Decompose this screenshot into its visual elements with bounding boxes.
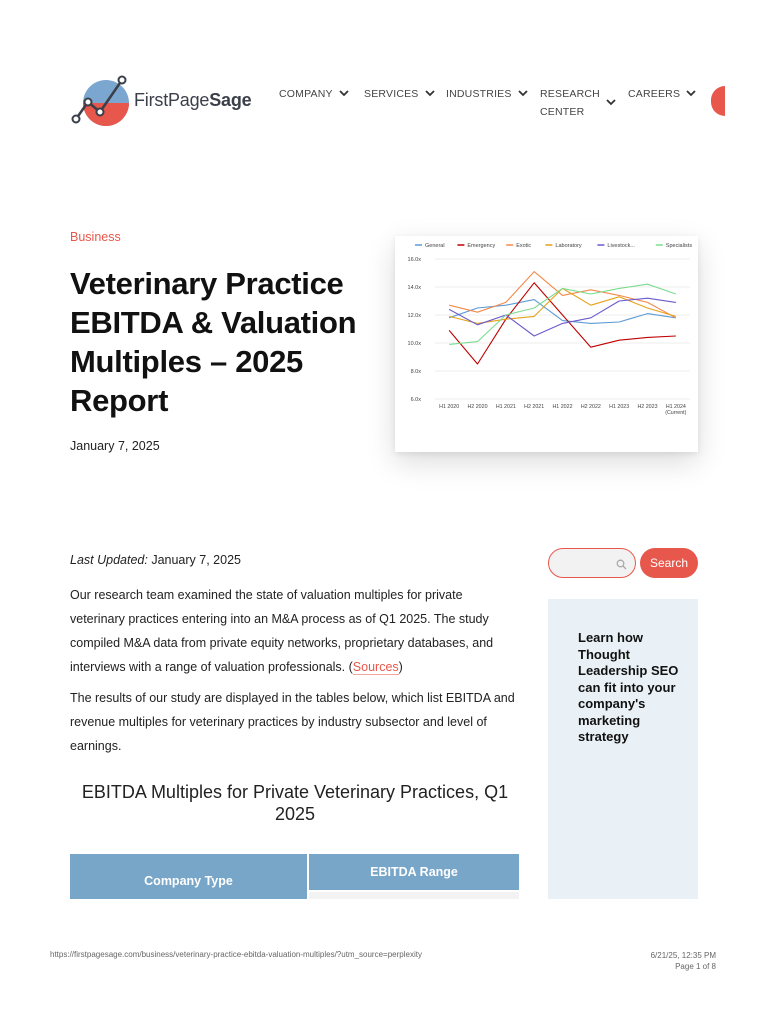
chevron-down-icon [339,85,349,103]
nav-center-label: CENTER [540,106,585,118]
legend-label: General [425,243,445,249]
legend-label: Specialists [665,243,693,249]
nav-research-label: RESEARCH [540,88,600,100]
legend-label: Emergency [467,243,496,249]
print-footer-page: Page 1 of 8 [675,962,716,971]
x-tick-label: H1 2024 [665,404,686,410]
intro-paragraph [70,583,520,679]
x-tick-label: H1 2023 [609,404,630,410]
last-updated [70,548,520,572]
brand-name[interactable] [134,90,251,111]
x-tick-label: H1 2021 [495,404,516,410]
y-tick-label: 8.0x [410,369,421,375]
table-subheader-row [309,892,519,899]
column-header-ebitda-range: EBITDA Range [309,854,519,890]
nav-company-label: COMPANY [279,88,333,100]
intro-paragraph-end: ) [398,660,403,674]
sources-link[interactable]: Sources [352,660,399,674]
print-footer-url: https://firstpagesage.com/business/veterinary-practice-ebitda-valuation-multiples/?utm_source=perplexity [50,950,422,959]
y-tick-label: 6.0x [410,397,421,403]
ebitda-table-header [70,853,519,899]
nav-industries[interactable] [446,85,528,103]
print-footer-info [651,950,716,972]
last-updated-label: Last Updated: [70,553,148,567]
legend-label: Laboratory [555,243,582,249]
chevron-down-icon [686,85,696,103]
chevron-down-icon [518,85,528,103]
section-heading: EBITDA Multiples for Private Veterinary Practices, Q1 2025 [81,782,509,824]
chart-card [395,236,698,452]
promo-text[interactable]: Learn how Thought Leadership SEO can fit into your company's marketing strategy [578,630,679,744]
x-tick-label: H2 2022 [580,404,601,410]
x-tick-label: H2 2021 [524,404,545,410]
nav-company[interactable] [279,85,349,103]
logo-mark-icon [70,74,132,130]
nav-careers-label: CAREERS [628,88,681,100]
x-tick-label: H2 2023 [637,404,658,410]
y-tick-label: 14.0x [407,285,421,291]
chevron-down-icon [425,85,435,103]
brand-name-part2: Sage [209,90,252,110]
page-title: Veterinary Practice EBITDA & Valuation Multiples – 2025 Report [70,266,357,418]
search-button[interactable]: Search [640,548,698,578]
brand-name-part1: FirstPage [134,90,210,110]
column-header-company-type: Company Type [70,854,307,899]
legend-label: Exotic [516,243,532,249]
chevron-down-icon [606,94,616,112]
article-category[interactable]: Business [70,230,121,244]
series-line-exotic [449,272,676,318]
x-tick-label: H2 2020 [467,404,488,410]
nav-careers[interactable] [628,85,696,103]
nav-services-label: SERVICES [364,88,419,100]
print-footer-datetime: 6/21/25, 12:35 PM [650,951,716,960]
last-updated-date: January 7, 2025 [151,553,241,567]
search-input[interactable] [548,548,636,578]
y-tick-label: 10.0x [407,341,421,347]
y-tick-label: 16.0x [407,257,421,263]
intro-paragraph-text: Our research team examined the state of valuation multiples for private veterinary practices entering into an M&A process as of Q1 2025. The study compiled M&A data from private equity networks, proprietary databases, and interviews with a range of valuation professionals. ( [70,588,494,674]
x-tick-label: (Current) [665,410,687,416]
y-tick-label: 12.0x [407,313,421,319]
multiples-line-chart [395,236,698,452]
legend-label: Livestock... [607,243,635,249]
nav-research-center[interactable] [540,85,616,121]
x-tick-label: H1 2022 [552,404,573,410]
sidebar-promo[interactable] [548,599,698,899]
publish-date: January 7, 2025 [70,439,160,453]
search-icon [616,557,627,575]
x-tick-label: H1 2020 [439,404,460,410]
series-line-laboratory [449,288,676,323]
nav-services[interactable] [364,85,435,103]
nav-industries-label: INDUSTRIES [446,88,512,100]
series-line-general [449,300,676,324]
header-cta-button[interactable] [711,86,725,116]
results-paragraph: The results of our study are displayed in the tables below, which list EBITDA and revenue multiples for veterinary practices by industry subsector and level of earnings. [70,691,515,753]
series-line-livestock [449,298,676,336]
